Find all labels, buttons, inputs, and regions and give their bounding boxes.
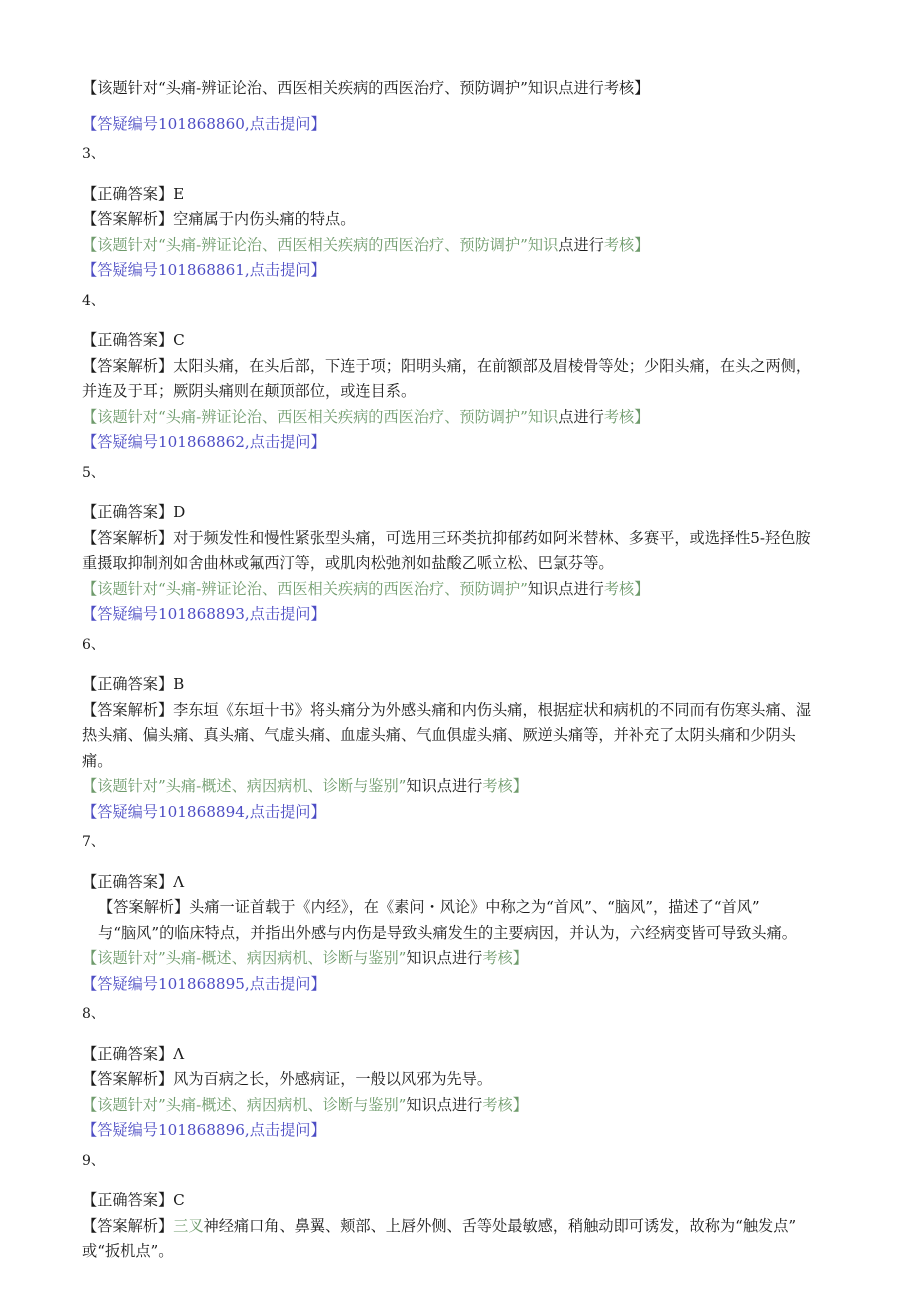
topic-label: 【该题针对”头痛-概述、病因病机、诊断与鉴别” <box>82 1095 407 1114</box>
ask-question-link[interactable]: 【答疑编号101868893,点击提问】 <box>82 605 326 623</box>
correct-answer: 【正确答案】Λ <box>82 872 185 891</box>
answer-analysis-continued: 痛。 <box>82 751 113 770</box>
ask-question-link[interactable]: 【答疑编号101868896,点击提问】 <box>82 1121 326 1139</box>
answer-item-9 <box>82 1149 842 1265</box>
topic-note <box>82 405 842 431</box>
topic-note <box>82 946 842 972</box>
question-number: 8、 <box>82 1006 105 1022</box>
analysis-highlight: 三叉 <box>173 1216 204 1235</box>
topic-end: 考核】 <box>482 949 528 967</box>
topic-note <box>82 233 842 259</box>
answer-analysis: 【答案解析】空痛属于内伤头痛的特点。 <box>82 210 356 228</box>
topic-middle: 知识点进行 <box>406 777 483 795</box>
correct-answer: 【正确答案】Λ <box>82 1044 185 1063</box>
topic-label: 【该题针对”头痛-概述、病因病机、诊断与鉴别” <box>82 777 407 795</box>
topic-note <box>82 1093 842 1119</box>
topic-end: 考核】 <box>603 579 650 598</box>
correct-answer: 【正确答案】C <box>82 331 185 349</box>
ask-question-link[interactable]: 【答疑编号101868894,点击提问】 <box>82 802 326 821</box>
answer-analysis: 【答案解析】风为百病之长，外感病证，一般以风邪为先导。 <box>82 1070 493 1088</box>
answer-analysis: 【答案解析】李东垣《东垣十书》将头痛分为外感头痛和内伤头痛，根据症状和病机的不同而有伤寒头痛、湿 <box>82 700 811 719</box>
correct-answer: 【正确答案】D <box>82 503 186 521</box>
topic-end: 考核】 <box>482 1095 528 1114</box>
topic-end: 考核】 <box>482 777 528 795</box>
question-number: 4、 <box>82 292 105 309</box>
topic-middle: 点进行 <box>558 235 604 254</box>
answer-analysis-continued: 或“扳机点”。 <box>82 1242 174 1260</box>
topic-note <box>82 774 842 800</box>
correct-answer: 【正确答案】E <box>82 184 185 203</box>
question-number: 5、 <box>82 464 105 481</box>
answer-item <box>82 633 842 826</box>
topic-middle: 点进行 <box>558 407 604 426</box>
q2-topic: 【该题针对“头痛-辨证论治、西医相关疾病的西医治疗、预防调护”知识点进行考核】 <box>82 79 650 97</box>
correct-answer: 【正确答案】B <box>82 675 185 693</box>
answer-analysis: 【答案解析】头痛一证首载于《内经》，在《素问・风论》中称之为“首风”、“脑风”，描述了“首风” <box>98 898 760 916</box>
answer-analysis: 【答案解析】太阳头痛，在头后部，下连于项；阳明头痛，在前额部及眉棱骨等处；少阳头痛，在头之两侧， <box>82 356 811 375</box>
answer-analysis-continued: 与“脑风”的临床特点，并指出外感与内伤是导致头痛发生的主要病因，并认为，六经病变皆可导致头痛。 <box>98 923 797 942</box>
answer-item <box>82 461 842 628</box>
ask-question-link[interactable]: 【答疑编号101868895,点击提问】 <box>82 974 326 993</box>
answer-item <box>82 1002 842 1144</box>
topic-middle: 知识点进行 <box>406 949 483 967</box>
topic-label: 【该题针对”头痛-概述、病因病机、诊断与鉴别” <box>82 949 407 967</box>
topic-label: 【该题针对“头痛-辨证论治、西医相关疾病的西医治疗、预防调护”知识 <box>82 407 559 426</box>
topic-end: 考核】 <box>603 407 650 426</box>
correct-answer: 【正确答案】C <box>82 1191 185 1209</box>
q2-ask-link[interactable]: 【答疑编号101868860,点击提问】 <box>82 114 326 133</box>
answer-analysis-continued: 热头痛、偏头痛、真头痛、气虚头痛、血虚头痛、气血俱虚头痛、厥逆头痛等，并补充了太阴头痛和少阴头 <box>82 726 796 744</box>
ask-question-link[interactable]: 【答疑编号101868862,点击提问】 <box>82 433 326 451</box>
analysis-label: 【答案解析】 <box>82 1216 174 1235</box>
topic-note <box>82 577 842 603</box>
answer-item <box>82 142 842 284</box>
answer-analysis-continued: 重摄取抑制剂如舍曲林或氟西汀等，或肌肉松弛剂如盐酸乙哌立松、巴氯芬等。 <box>82 554 614 572</box>
answer-analysis <box>82 1214 842 1240</box>
topic-label: 【该题针对“头痛-辨证论治、西医相关疾病的西医治疗、预防调护” <box>82 579 528 598</box>
document-page <box>82 76 842 1265</box>
question-number: 6、 <box>82 636 105 653</box>
answer-item <box>82 830 842 997</box>
question-number: 9、 <box>82 1152 105 1169</box>
topic-label: 【该题针对“头痛-辨证论治、西医相关疾病的西医治疗、预防调护”知识 <box>82 235 559 254</box>
answer-item <box>82 289 842 456</box>
topic-middle: 知识点进行 <box>527 579 604 598</box>
analysis-text: 神经痛口角、鼻翼、颊部、上唇外侧、舌等处最敏感，稍触动即可诱发，故称为“触发点” <box>203 1216 797 1235</box>
question-number: 3、 <box>82 146 105 162</box>
question-number: 7、 <box>82 834 105 850</box>
topic-end: 考核】 <box>603 235 650 254</box>
answer-list <box>82 142 842 1144</box>
topic-middle: 知识点进行 <box>406 1095 483 1114</box>
ask-question-link[interactable]: 【答疑编号101868861,点击提问】 <box>82 261 326 279</box>
answer-analysis: 【答案解析】对于频发性和慢性紧张型头痛，可选用三环类抗抑郁药如阿米替林、多赛平，或选择性5-羟色胺 <box>82 528 811 547</box>
answer-analysis-continued: 并连及于耳；厥阴头痛则在颠顶部位，或连目系。 <box>82 382 417 400</box>
